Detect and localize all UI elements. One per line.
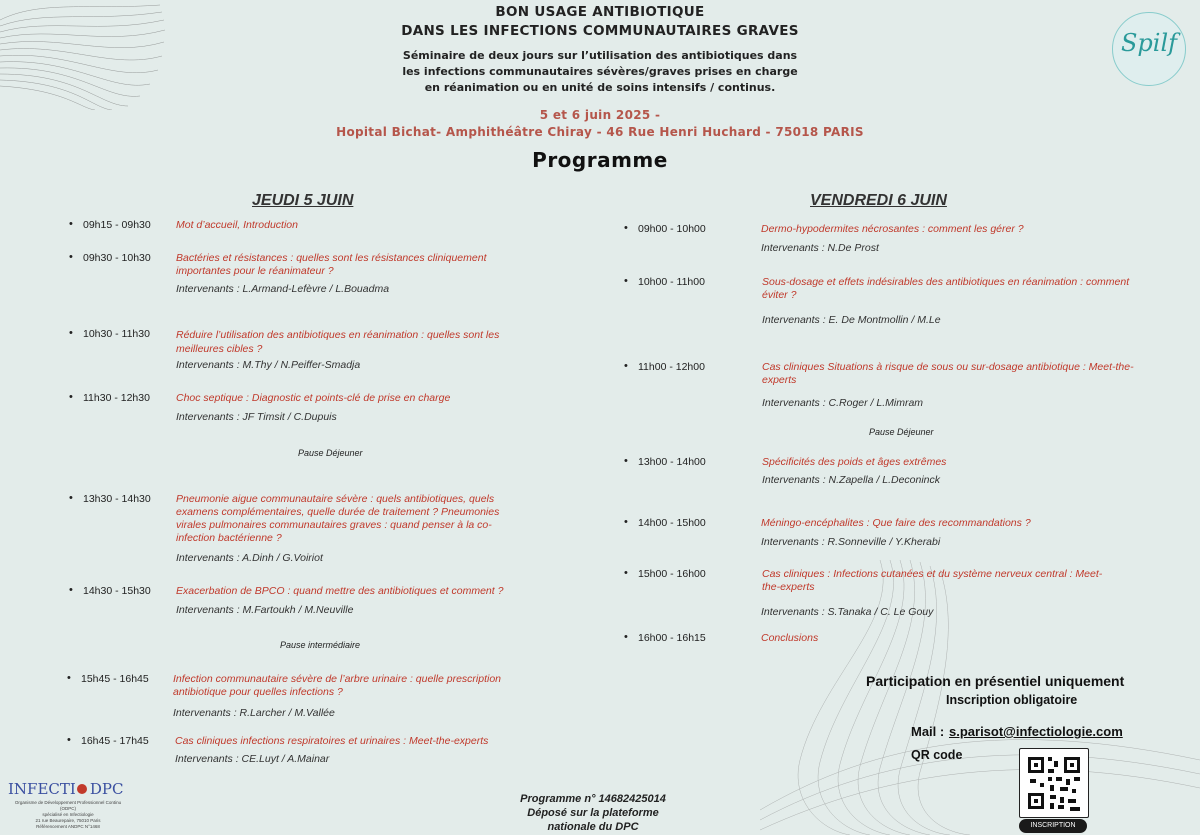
session-time: • 13h30 - 14h30 bbox=[83, 493, 151, 505]
session-title: Mot d’accueil, Introduction bbox=[176, 219, 298, 231]
session-speakers: Intervenants : C.Roger / L.Mimram bbox=[762, 397, 924, 409]
session-title: Cas cliniques : Infections cutanées et du système nerveux central : Meet-the-experts bbox=[762, 568, 1103, 593]
session-speakers: Intervenants : M.Fartoukh / M.Neuville bbox=[176, 604, 354, 616]
title-line-1: BON USAGE ANTIBIOTIQUE bbox=[495, 4, 705, 20]
dpc-platform: nationale du DPC bbox=[547, 821, 639, 833]
spilf-logo-text: Spilf bbox=[1120, 29, 1178, 57]
session-title: Conclusions bbox=[761, 632, 819, 644]
session-title: Infection communautaire sévère de l’arbre urinaire : quelle prescription antibiotique pour quelles infections ? bbox=[173, 673, 502, 698]
qr-label: QR code bbox=[911, 748, 963, 762]
title-line-2: DANS LES INFECTIONS COMMUNAUTAIRES GRAVES bbox=[401, 23, 799, 39]
session-speakers: Intervenants : A.Dinh / G.Voiriot bbox=[176, 552, 323, 564]
session-title: Pneumonie aigue communautaire sévère : quels antibiotiques, quels examens complémentaires, quelle durée de traitement ? Pneumonies virales pulmonaires communautaires graves : quand penser à la co-infection bactérienne ? bbox=[176, 493, 500, 544]
session-title: Cas cliniques infections respiratoires et urinaires : Meet-the-experts bbox=[175, 735, 489, 747]
session-title: Méningo-encéphalites : Que faire des recommandations ? bbox=[761, 517, 1031, 529]
session-speakers: Intervenants : JF Timsit / C.Dupuis bbox=[176, 411, 337, 423]
dpc-info bbox=[498, 792, 688, 834]
event-dates: 5 et 6 juin 2025 - bbox=[539, 108, 661, 122]
session-speakers: Intervenants : R.Sonneville / Y.Kherabi bbox=[761, 536, 941, 548]
session-speakers: Intervenants : L.Armand-Lefèvre / L.Bouadma bbox=[176, 283, 390, 295]
session-time: • 14h00 - 15h00 bbox=[638, 517, 706, 529]
odpc-line-2: spécialisé en Infectiologie bbox=[42, 812, 94, 817]
session-time: • 09h00 - 10h00 bbox=[638, 223, 706, 235]
session-time: • 10h30 - 11h30 bbox=[83, 328, 150, 340]
infectio-logo-text: INFECTI bbox=[8, 780, 76, 798]
participation-text: Participation en présentiel uniquement bbox=[866, 673, 1125, 689]
inscription-button-label: INSCRIPTION bbox=[1030, 822, 1076, 829]
session-speakers: Intervenants : R.Larcher / M.Vallée bbox=[173, 707, 335, 719]
subtitle-line-1: Séminaire de deux jours sur l’utilisation des antibiotiques dans bbox=[402, 49, 798, 62]
session-title: Bactéries et résistances : quelles sont les résistances cliniquement importantes pour le réanimateur ? bbox=[176, 252, 487, 277]
qr-code[interactable] bbox=[1019, 748, 1089, 818]
session-time: • 09h15 - 09h30 bbox=[83, 219, 151, 231]
day2-heading: VENDREDI 6 JUIN bbox=[810, 192, 947, 209]
session-title: Réduire l’utilisation des antibiotiques en réanimation : quelles sont les meilleures cibles ? bbox=[176, 329, 500, 355]
red-dot-icon bbox=[77, 784, 87, 794]
infectio-dpc-logo bbox=[8, 780, 148, 830]
session-time: • 10h00 - 11h00 bbox=[638, 276, 705, 288]
event-location: Hopital Bichat- Amphithéâtre Chiray - 46 Rue Henri Huchard - 75018 PARIS bbox=[336, 125, 864, 139]
qr-code-icon bbox=[1020, 749, 1088, 817]
session-time: • 15h00 - 16h00 bbox=[638, 568, 706, 580]
mail-label: Mail : bbox=[911, 724, 945, 739]
subtitle-line-3: en réanimation ou en unité de soins intensifs / continus. bbox=[424, 81, 776, 94]
session-title: Cas cliniques Situations à risque de sous ou sur-dosage antibiotique : Meet-the-experts bbox=[762, 361, 1134, 386]
pause-lunch-day2: Pause Déjeuner bbox=[869, 427, 934, 437]
session-time: • 14h30 - 15h30 bbox=[83, 585, 151, 597]
dpc-program-number: Programme n° 14682425014 bbox=[520, 793, 666, 805]
pause-lunch-day1: Pause Déjeuner bbox=[298, 448, 363, 458]
inscription-text: Inscription obligatoire bbox=[946, 693, 1078, 707]
session-time: • 13h00 - 14h00 bbox=[638, 456, 706, 468]
session-time: • 11h30 - 12h30 bbox=[83, 392, 150, 404]
session-title: Sous-dosage et effets indésirables des antibiotiques en réanimation : comment éviter ? bbox=[762, 276, 1130, 301]
session-time: • 16h00 - 16h15 bbox=[638, 632, 706, 644]
day1-heading: JEUDI 5 JUIN bbox=[252, 192, 354, 209]
session-time: • 15h45 - 16h45 bbox=[81, 673, 149, 685]
odpc-line-1: Organisme de Développement Professionnel Continu (ODPC) bbox=[14, 800, 122, 811]
session-title: Exacerbation de BPCO : quand mettre des antibiotiques et comment ? bbox=[176, 585, 504, 597]
programme-heading: Programme bbox=[532, 148, 668, 172]
session-time: • 11h00 - 12h00 bbox=[638, 361, 705, 373]
session-speakers: Intervenants : E. De Montmollin / M.Le bbox=[762, 314, 941, 326]
inscription-button[interactable] bbox=[1019, 819, 1087, 833]
session-title: Spécificités des poids et âges extrêmes bbox=[762, 456, 947, 468]
subtitle-line-2: les infections communautaires sévères/graves prises en charge bbox=[402, 65, 798, 78]
session-speakers: Intervenants : M.Thy / N.Peiffer-Smadja bbox=[176, 359, 361, 371]
session-time: • 16h45 - 17h45 bbox=[81, 735, 149, 747]
dpc-logo-text: DPC bbox=[89, 780, 124, 798]
pause-intermediate: Pause intermédiaire bbox=[280, 640, 361, 650]
odpc-line-3: 21 rue Beaurepaire, 75010 Paris bbox=[35, 818, 101, 823]
dpc-deposit: Déposé sur la plateforme bbox=[527, 807, 659, 819]
session-time: • 09h30 - 10h30 bbox=[83, 252, 151, 264]
session-title: Choc septique : Diagnostic et points-clé de prise en charge bbox=[176, 392, 451, 404]
header bbox=[0, 0, 1200, 172]
session-speakers: Intervenants : N.Zapella / L.Deconinck bbox=[762, 474, 941, 486]
odpc-line-4: Référencement ANDPC N°1468 bbox=[36, 824, 100, 829]
session-speakers: Intervenants : N.De Prost bbox=[761, 242, 879, 254]
session-speakers: Intervenants : CE.Luyt / A.Mainar bbox=[175, 753, 330, 765]
mail-link[interactable]: s.parisot@infectiologie.com bbox=[949, 724, 1123, 739]
session-speakers: Intervenants : S.Tanaka / C. Le Gouy bbox=[761, 606, 934, 618]
session-title: Dermo-hypodermites nécrosantes : comment les gérer ? bbox=[761, 223, 1024, 235]
